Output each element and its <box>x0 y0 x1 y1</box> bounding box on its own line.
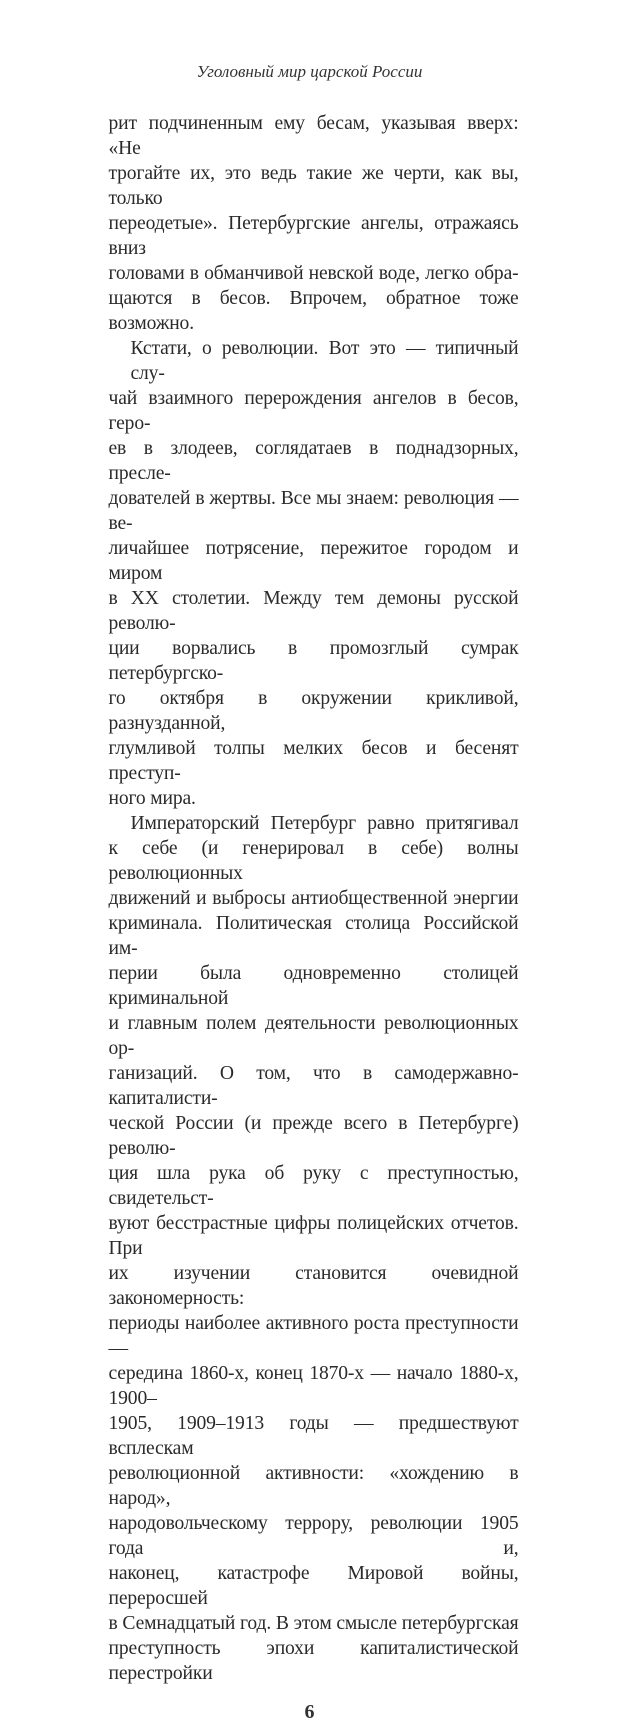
text-line: наконец, катастрофе Мировой войны, переросшей <box>108 1563 519 1609</box>
text-line: вуют бесстрастные цифры полицейских отчетов. При <box>108 1213 519 1259</box>
text-line: 1905, 1909–1913 годы — предшествуют всплескам <box>108 1413 519 1459</box>
text-line: Императорский Петербург равно притягивал <box>130 813 519 834</box>
text-line: в Семнадцатый год. В этом смысле петербургская <box>108 1613 519 1634</box>
page-number: 6 <box>304 1701 315 1723</box>
text-line: революционной активности: «хождению в народ», <box>108 1463 519 1509</box>
text-line: ев в злодеев, соглядатаев в поднадзорных, пресле- <box>108 438 519 484</box>
text-line: движений и выбросы антиобщественной энергии <box>108 888 519 909</box>
text-line: к себе (и генерировал в себе) волны революционных <box>108 838 519 884</box>
text-line: ного мира. <box>108 788 196 809</box>
text-line: глумливой толпы мелких бесов и бесенят преступ- <box>108 738 519 784</box>
text-line: Кстати, о революции. Вот это — типичный слу- <box>130 338 519 384</box>
text-line: головами в обманчивой невской воде, легко обра- <box>108 263 519 284</box>
body-text <box>109 111 519 1686</box>
text-line: криминала. Политическая столица Российской им- <box>108 913 519 959</box>
text-line: личайшее потрясение, пережитое городом и миром <box>108 538 519 584</box>
text-line: го октября в окружении крикливой, разнузданной, <box>108 688 519 734</box>
running-title: Уголовный мир царской России <box>196 62 423 81</box>
text-line: периоды наиболее активного роста преступности — <box>108 1313 519 1359</box>
text-line: ция шла рука об руку с преступностью, свидетельст- <box>108 1163 519 1209</box>
text-line: в XX столетии. Между тем демоны русской револю- <box>108 588 519 634</box>
text-line: перии была одновременно столицей криминальной <box>108 963 519 1009</box>
text-line: чай взаимного перерождения ангелов в бесов, геро- <box>108 388 519 434</box>
paragraph <box>109 111 519 336</box>
text-line: их изучении становится очевидной закономерность: <box>108 1263 519 1309</box>
text-line: народовольческому террору, революции 1905 года и, <box>108 1513 519 1559</box>
text-line: переодетые». Петербургские ангелы, отражаясь вниз <box>108 213 519 259</box>
text-line: трогайте их, это ведь такие же черти, как вы, только <box>108 163 519 209</box>
text-line: дователей в жертвы. Все мы знаем: революция — ве- <box>108 488 519 534</box>
paragraph <box>109 336 519 811</box>
text-line: преступность эпохи капиталистической перестройки <box>108 1638 519 1684</box>
text-line: ции ворвались в промозглый сумрак петербургско- <box>108 638 519 684</box>
text-line: рит подчиненным ему бесам, указывая вверх: «Не <box>108 113 519 159</box>
text-line: щаются в бесов. Впрочем, обратное тоже возможно. <box>108 288 519 334</box>
text-line: ческой России (и прежде всего в Петербурге) револю- <box>108 1113 519 1159</box>
text-line: середина 1860-х, конец 1870-х — начало 1880-х, 1900– <box>108 1363 519 1409</box>
paragraph <box>109 811 519 1686</box>
text-line: и главным полем деятельности революционных ор- <box>108 1013 519 1059</box>
text-line: ганизаций. О том, что в самодержавно-капиталисти- <box>108 1063 519 1109</box>
